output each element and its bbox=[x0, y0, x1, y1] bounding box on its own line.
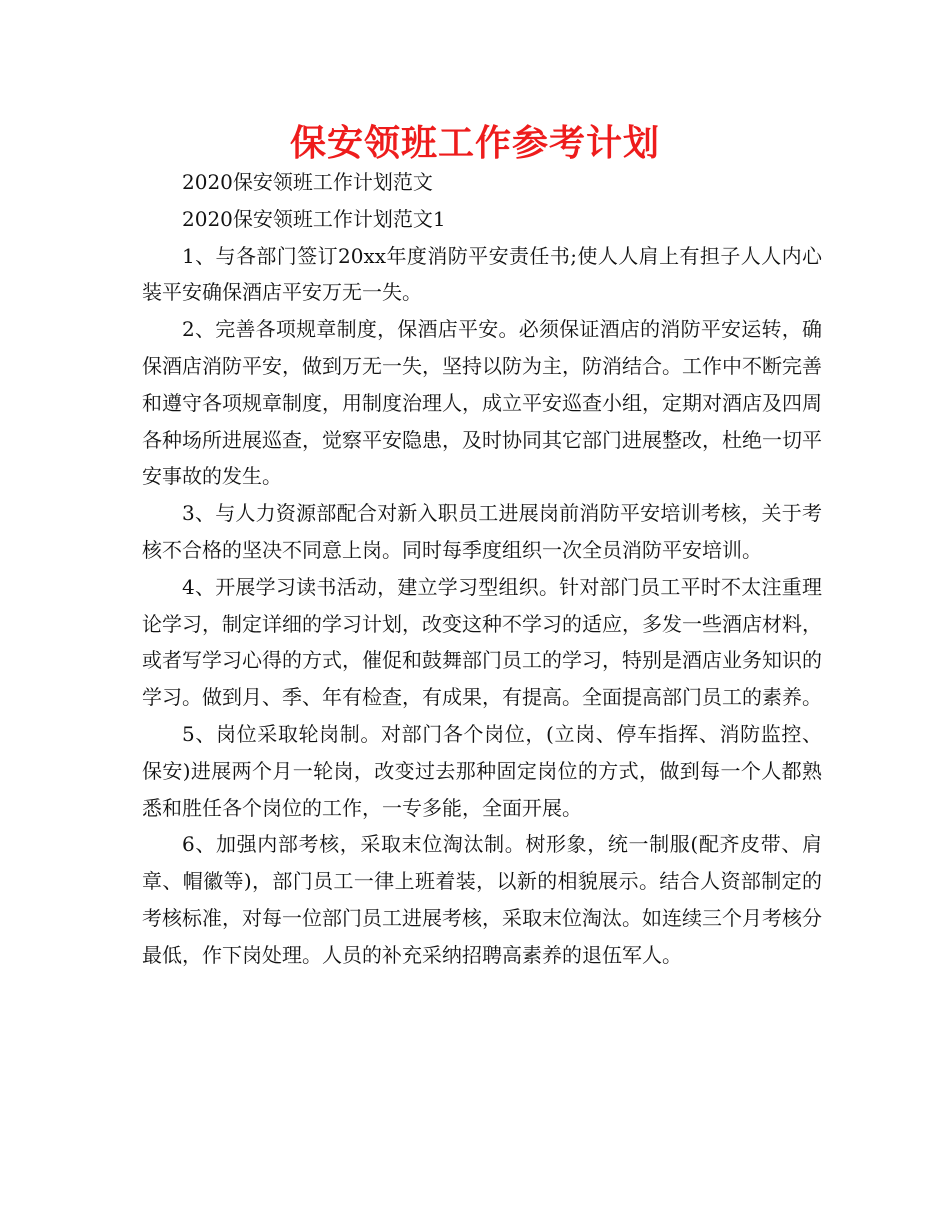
document-title: 保安领班工作参考计划 bbox=[289, 123, 660, 164]
paragraph-item-5: 5、岗位采取轮岗制。对部门各个岗位，(立岗、停车指挥、消防监控、保安)进展两个月一轮岗，改变过去那种固定岗位的方式，做到每一个人都熟悉和胜任各个岗位的工作，一专多能，全面开展。 bbox=[142, 721, 822, 820]
paragraph-item-3: 3、与人力资源部配合对新入职员工进展岗前消防平安培训考核，关于考核不合格的坚决不同意上岗。同时每季度组织一次全员消防平安培训。 bbox=[142, 501, 822, 562]
paragraph-item-2: 2、完善各项规章制度，保酒店平安。必须保证酒店的消防平安运转，确保酒店消防平安，做到万无一失，坚持以防为主，防消结合。工作中不断完善和遵守各项规章制度，用制度治理人，成立平安巡查小组，定期对酒店及四周各种场所进展巡查，觉察平安隐患，及时协同其它部门进展整改，杜绝一切平安事故的发生。 bbox=[142, 317, 822, 489]
paragraph-section-heading: 2020保安领班工作计划范文1 bbox=[182, 206, 446, 231]
paragraph-item-1: 1、与各部门签订20xx年度消防平安责任书;使人人肩上有担子人人内心装平安确保酒店平安万无一失。 bbox=[142, 243, 822, 305]
paragraph-subtitle: 2020保安领班工作计划范文 bbox=[182, 170, 433, 194]
paragraph-item-4: 4、开展学习读书活动，建立学习型组织。针对部门员工平时不太注重理论学习，制定详细的学习计划，改变这种不学习的适应，多发一些酒店材料，或者写学习心得的方式，催促和鼓舞部门员工的学习，特别是酒店业务知识的学习。做到月、季、年有检查，有成果，有提高。全面提高部门员工的素养。 bbox=[142, 574, 822, 710]
paragraph-item-6: 6、加强内部考核，采取末位淘汰制。树形象，统一制服(配齐皮带、肩章、帽徽等)，部门员工一律上班着装，以新的相貌展示。结合人资部制定的考核标准，对每一位部门员工进展考核，采取末位淘汰。如连续三个月考核分最低，作下岗处理。人员的补充采纳招聘高素养的退伍军人。 bbox=[142, 832, 822, 967]
document-body bbox=[142, 164, 822, 974]
